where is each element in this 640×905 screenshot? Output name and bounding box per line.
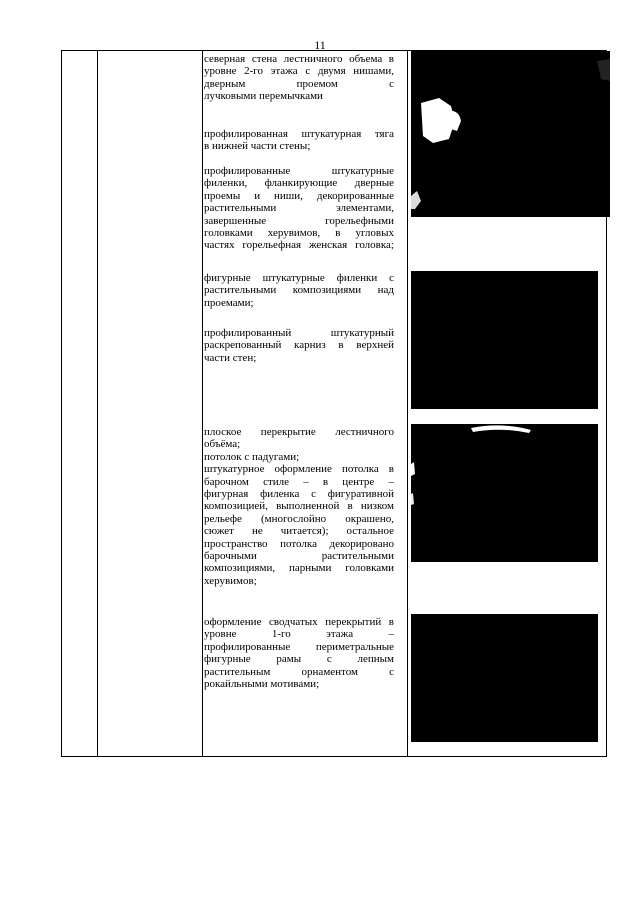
text-line: барочном стиле – в центре – — [204, 475, 394, 488]
photo-ceiling-image — [411, 424, 598, 562]
text-line: херувимов; — [204, 574, 257, 587]
text-line: композициями, парными головками — [204, 562, 394, 575]
photo-vaults-image — [411, 614, 598, 742]
text-block-north-wall — [204, 53, 394, 103]
column-divider-1 — [97, 51, 98, 756]
text-line: потолок с падугами; — [204, 450, 300, 463]
text-line: проемами; — [204, 296, 254, 309]
text-line: дверным проемом с — [204, 77, 394, 90]
text-line: головками херувимов, в угловых — [204, 227, 394, 240]
text-line: раскрепованный карниз в верхней — [204, 339, 394, 352]
text-block-ceiling — [204, 426, 394, 587]
text-line: завершенные горельефными — [204, 214, 394, 227]
text-line: плоское перекрытие лестничного — [204, 426, 394, 438]
text-line: оформление сводчатых перекрытий в — [204, 616, 394, 628]
text-line: растительными композициями над — [204, 284, 394, 297]
text-line: северная стена лестничного объема в — [204, 53, 394, 65]
text-line: сюжет не читается); остальное — [204, 525, 394, 538]
photo-figured-panels — [411, 271, 598, 409]
text-block-cornice-top — [204, 327, 394, 364]
photo-figured-panels-image — [411, 271, 598, 409]
document-table — [61, 50, 607, 757]
text-block-cornice-bottom — [204, 128, 394, 153]
text-line: рокайльными мотивами; — [204, 678, 320, 691]
text-line: профилированные периметральные — [204, 640, 394, 653]
text-line: профилированные штукатурные — [204, 165, 394, 177]
text-line: рельефе (многослойно окрашено, — [204, 512, 394, 525]
text-block-panels — [204, 165, 394, 252]
text-line: частях горельефная женская головка; — [204, 239, 394, 252]
text-line: филенки, фланкирующие дверные — [204, 177, 394, 190]
text-block-figured-panels — [204, 272, 394, 309]
text-line: композицией, выполненной в низком — [204, 500, 394, 513]
text-line: объёма; — [204, 438, 241, 451]
text-line: проемы и ниши, декорированные — [204, 189, 394, 202]
text-line: профилированный штукатурный — [204, 327, 394, 339]
text-block-vaults — [204, 616, 394, 690]
text-line: фигурные штукатурные филенки с — [204, 272, 394, 284]
photo-ceiling — [411, 424, 598, 562]
page-number: 11 — [314, 38, 326, 52]
text-line: части стен; — [204, 351, 257, 364]
text-line: лучковыми перемычками — [204, 90, 323, 103]
text-line: растительными элементами, — [204, 202, 394, 215]
text-line: фигурная филенка с фигуративной — [204, 488, 394, 501]
photo-vaults — [411, 614, 598, 742]
text-line: барочными растительными — [204, 550, 394, 563]
text-line: штукатурное оформление потолка в — [204, 463, 394, 476]
column-divider-3 — [407, 51, 408, 756]
text-line: фигурные рамы с лепным — [204, 653, 394, 666]
text-line: растительным орнаментом с — [204, 665, 394, 678]
text-line: в нижней части стены; — [204, 140, 311, 153]
text-line: уровне 1-го этажа – — [204, 628, 394, 641]
column-divider-2 — [202, 51, 203, 756]
text-line: уровне 2-го этажа с двумя нишами, — [204, 65, 394, 78]
text-line: профилированная штукатурная тяга — [204, 128, 394, 140]
photo-north-wall-image — [411, 51, 610, 217]
photo-north-wall — [411, 51, 610, 217]
text-line: пространство потолка декорировано — [204, 537, 394, 550]
